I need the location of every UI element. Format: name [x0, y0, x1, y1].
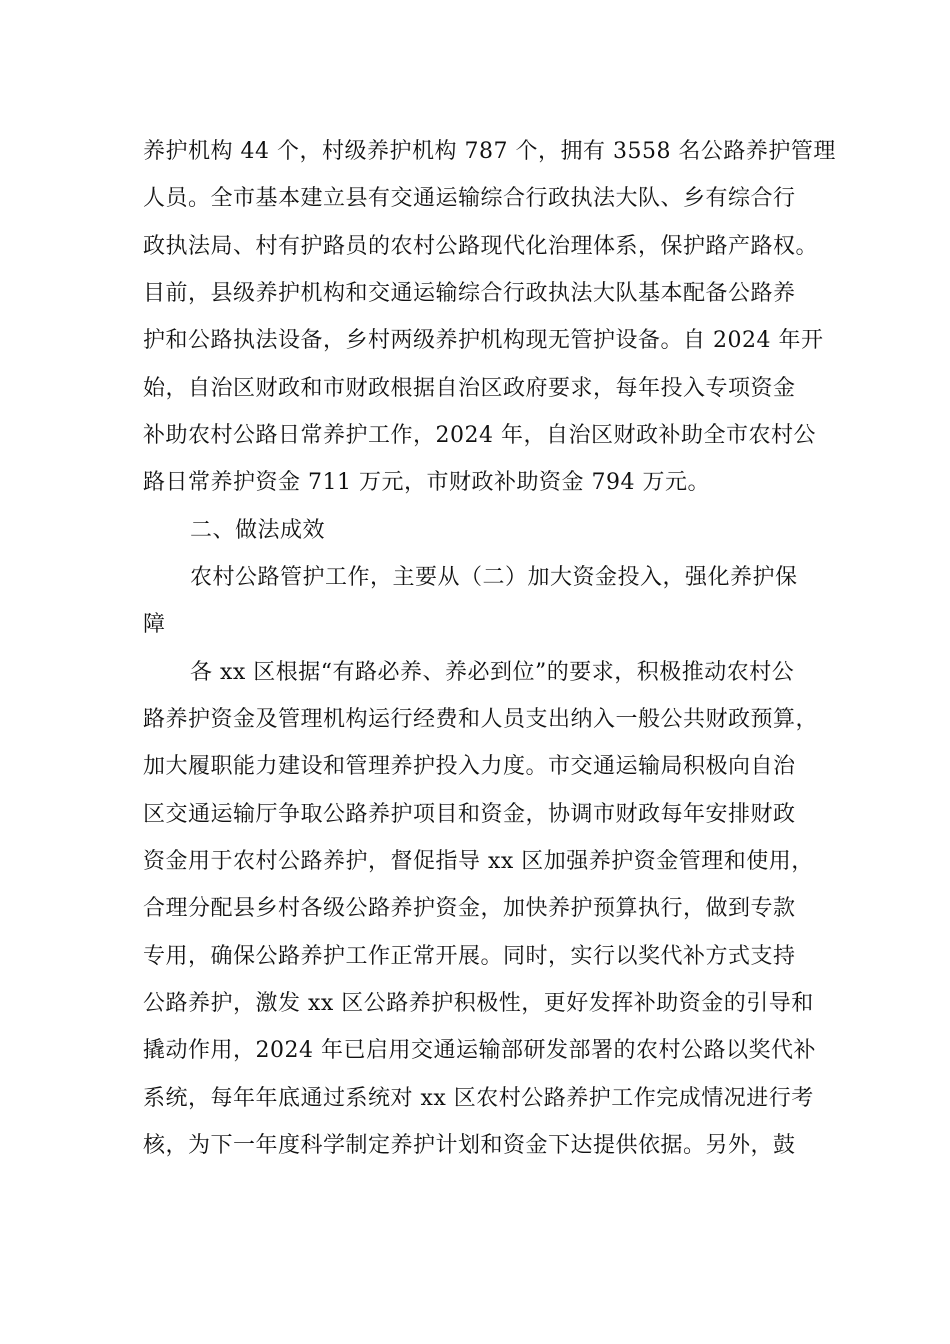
text-line: 资金用于农村公路养护，督促指导 xx 区加强养护资金管理和使用， [143, 849, 814, 874]
text-line: 目前，县级养护机构和交通运输综合行政执法大队基本配备公路养 [143, 281, 796, 306]
text-line: 补助农村公路日常养护工作，2024 年，自治区财政补助全市农村公 [143, 423, 816, 448]
text-line: 路日常养护资金 711 万元，市财政补助资金 794 万元。 [143, 470, 710, 495]
text-line: 障 [143, 612, 166, 637]
text-line: 系统，每年年底通过系统对 xx 区农村公路养护工作完成情况进行考 [143, 1086, 814, 1111]
text-line: 加大履职能力建设和管理养护投入力度。市交通运输局积极向自治 [143, 754, 796, 779]
text-line: 农村公路管护工作，主要从（二）加大资金投入，强化养护保 [190, 565, 798, 590]
text-line: 核，为下一年度科学制定养护计划和资金下达提供依据。另外，鼓 [143, 1133, 796, 1158]
text-line: 撬动作用，2024 年已启用交通运输部研发部署的农村公路以奖代补 [143, 1038, 816, 1063]
text-line: 政执法局、村有护路员的农村公路现代化治理体系，保护路产路权。 [143, 234, 819, 259]
text-line: 护和公路执法设备，乡村两级养护机构现无管护设备。自 2024 年开 [143, 328, 824, 353]
text-line: 人员。全市基本建立县有交通运输综合行政执法大队、乡有综合行 [143, 186, 796, 211]
text-line: 合理分配县乡村各级公路养护资金，加快养护预算执行，做到专款 [143, 896, 796, 921]
text-line: 各 xx 区根据“有路必养、养必到位”的要求，积极推动农村公 [190, 660, 795, 685]
text-line: 区交通运输厅争取公路养护项目和资金，协调市财政每年安排财政 [143, 802, 796, 827]
text-line: 公路养护，激发 xx 区公路养护积极性，更好发挥补助资金的引导和 [143, 991, 814, 1016]
text-line: 路养护资金及管理机构运行经费和人员支出纳入一般公共财政预算， [143, 707, 819, 732]
text-line: 始，自治区财政和市财政根据自治区政府要求，每年投入专项资金 [143, 376, 796, 401]
text-line: 养护机构 44 个，村级养护机构 787 个，拥有 3558 名公路养护管理 [143, 139, 836, 164]
section-heading: 二、做法成效 [190, 518, 326, 543]
text-line: 专用，确保公路养护工作正常开展。同时，实行以奖代补方式支持 [143, 944, 796, 969]
